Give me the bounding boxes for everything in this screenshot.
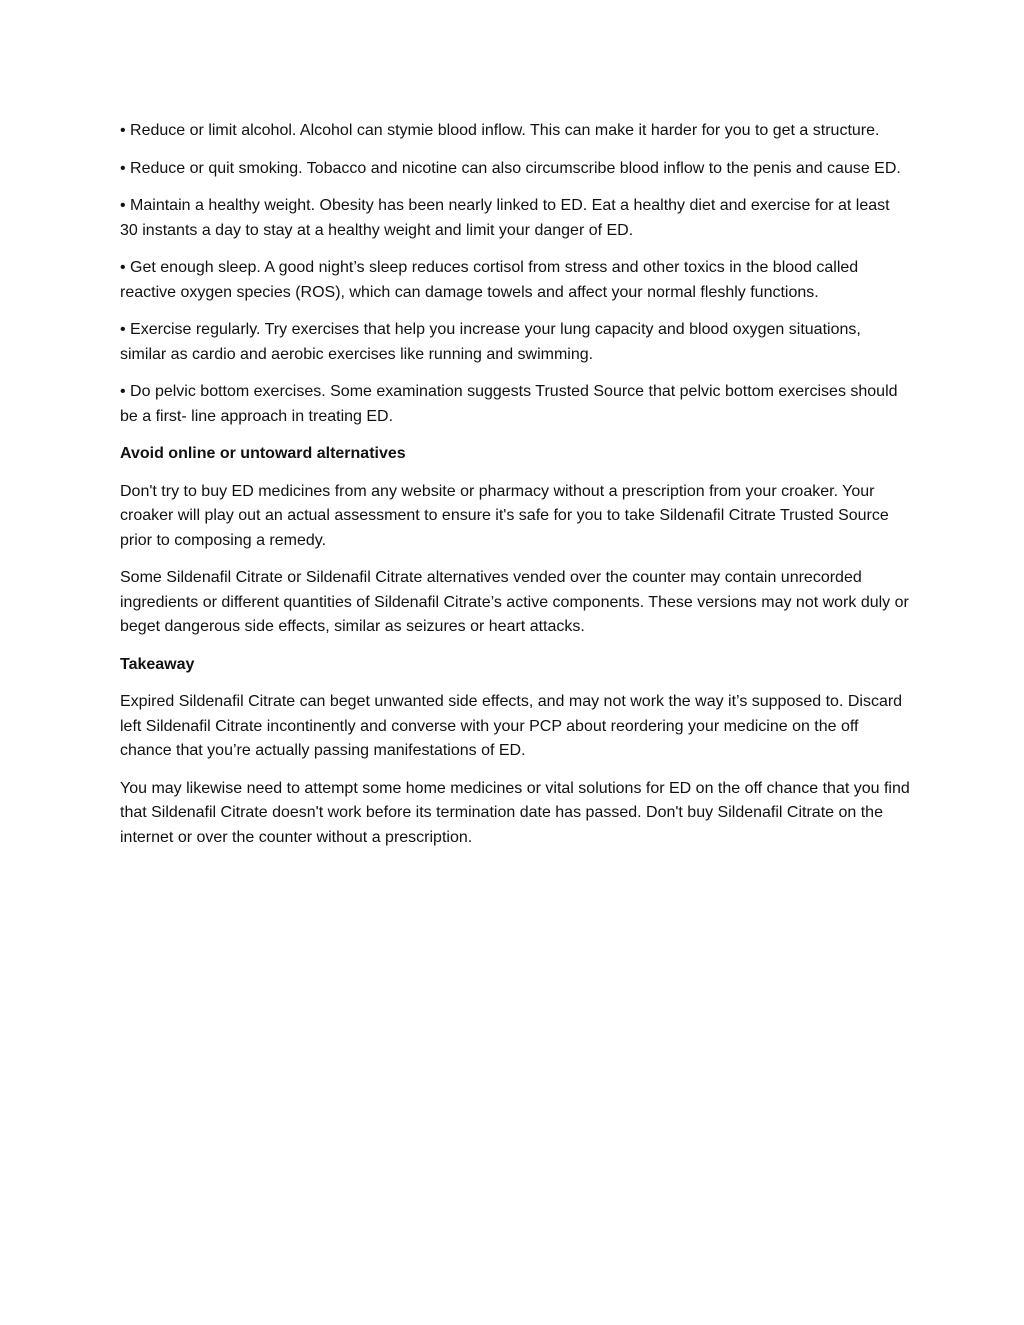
bullet-smoking: • Reduce or quit smoking. Tobacco and nicotine can also circumscribe blood inflow to the penis and cause ED. bbox=[120, 159, 901, 177]
bullet-pelvic: • Do pelvic bottom exercises. Some examination suggests Trusted Source that pelvic bottom exercises should be a first- line approach in treating ED. bbox=[120, 383, 898, 425]
heading-alternatives: Avoid online or untoward alternatives bbox=[120, 445, 406, 462]
bullet-weight: • Maintain a healthy weight. Obesity has been nearly linked to ED. Eat a healthy diet and exercise for at least 30 instants a day to stay at a healthy weight and limit your danger of ED. bbox=[120, 197, 890, 239]
paragraph-home-remedies: You may likewise need to attempt some home medicines or vital solutions for ED on the off chance that you find that Sildenafil Citrate doesn't work before its termination date has passed. Don't buy Sildenafil Citrate on the internet or over the counter without a prescription. bbox=[120, 779, 910, 846]
bullet-sleep: • Get enough sleep. A good night’s sleep reduces cortisol from stress and other toxics in the blood called reactive oxygen species (ROS), which can damage towels and affect your normal fleshly functions. bbox=[120, 259, 859, 301]
paragraph-otc-risks: Some Sildenafil Citrate or Sildenafil Citrate alternatives vended over the counter may contain unrecorded ingredients or different quantities of Sildenafil Citrate’s active components. These versions may not work duly or beget dangerous side effects, similar as seizures or heart attacks. bbox=[120, 569, 909, 635]
paragraph-prescription: Don't try to buy ED medicines from any website or pharmacy without a prescription from your croaker. Your croaker will play out an actual assessment to ensure it's safe for you to take Sildenafil Citrate Trusted Source prior to composing a remedy. bbox=[120, 482, 889, 549]
bullet-alcohol: • Reduce or limit alcohol. Alcohol can stymie blood inflow. This can make it harder for you to get a structure. bbox=[120, 122, 880, 139]
heading-takeaway: Takeaway bbox=[120, 655, 195, 673]
document-body bbox=[120, 119, 910, 863]
bullet-exercise: • Exercise regularly. Try exercises that help you increase your lung capacity and blood oxygen situations, similar as cardio and aerobic exercises like running and swimming. bbox=[120, 321, 861, 363]
paragraph-expired: Expired Sildenafil Citrate can beget unwanted side effects, and may not work the way it’s supposed to. Discard left Sildenafil Citrate incontinently and converse with your PCP about reordering your medicine on the off chance that you’re actually passing manifestations of ED. bbox=[120, 693, 903, 759]
